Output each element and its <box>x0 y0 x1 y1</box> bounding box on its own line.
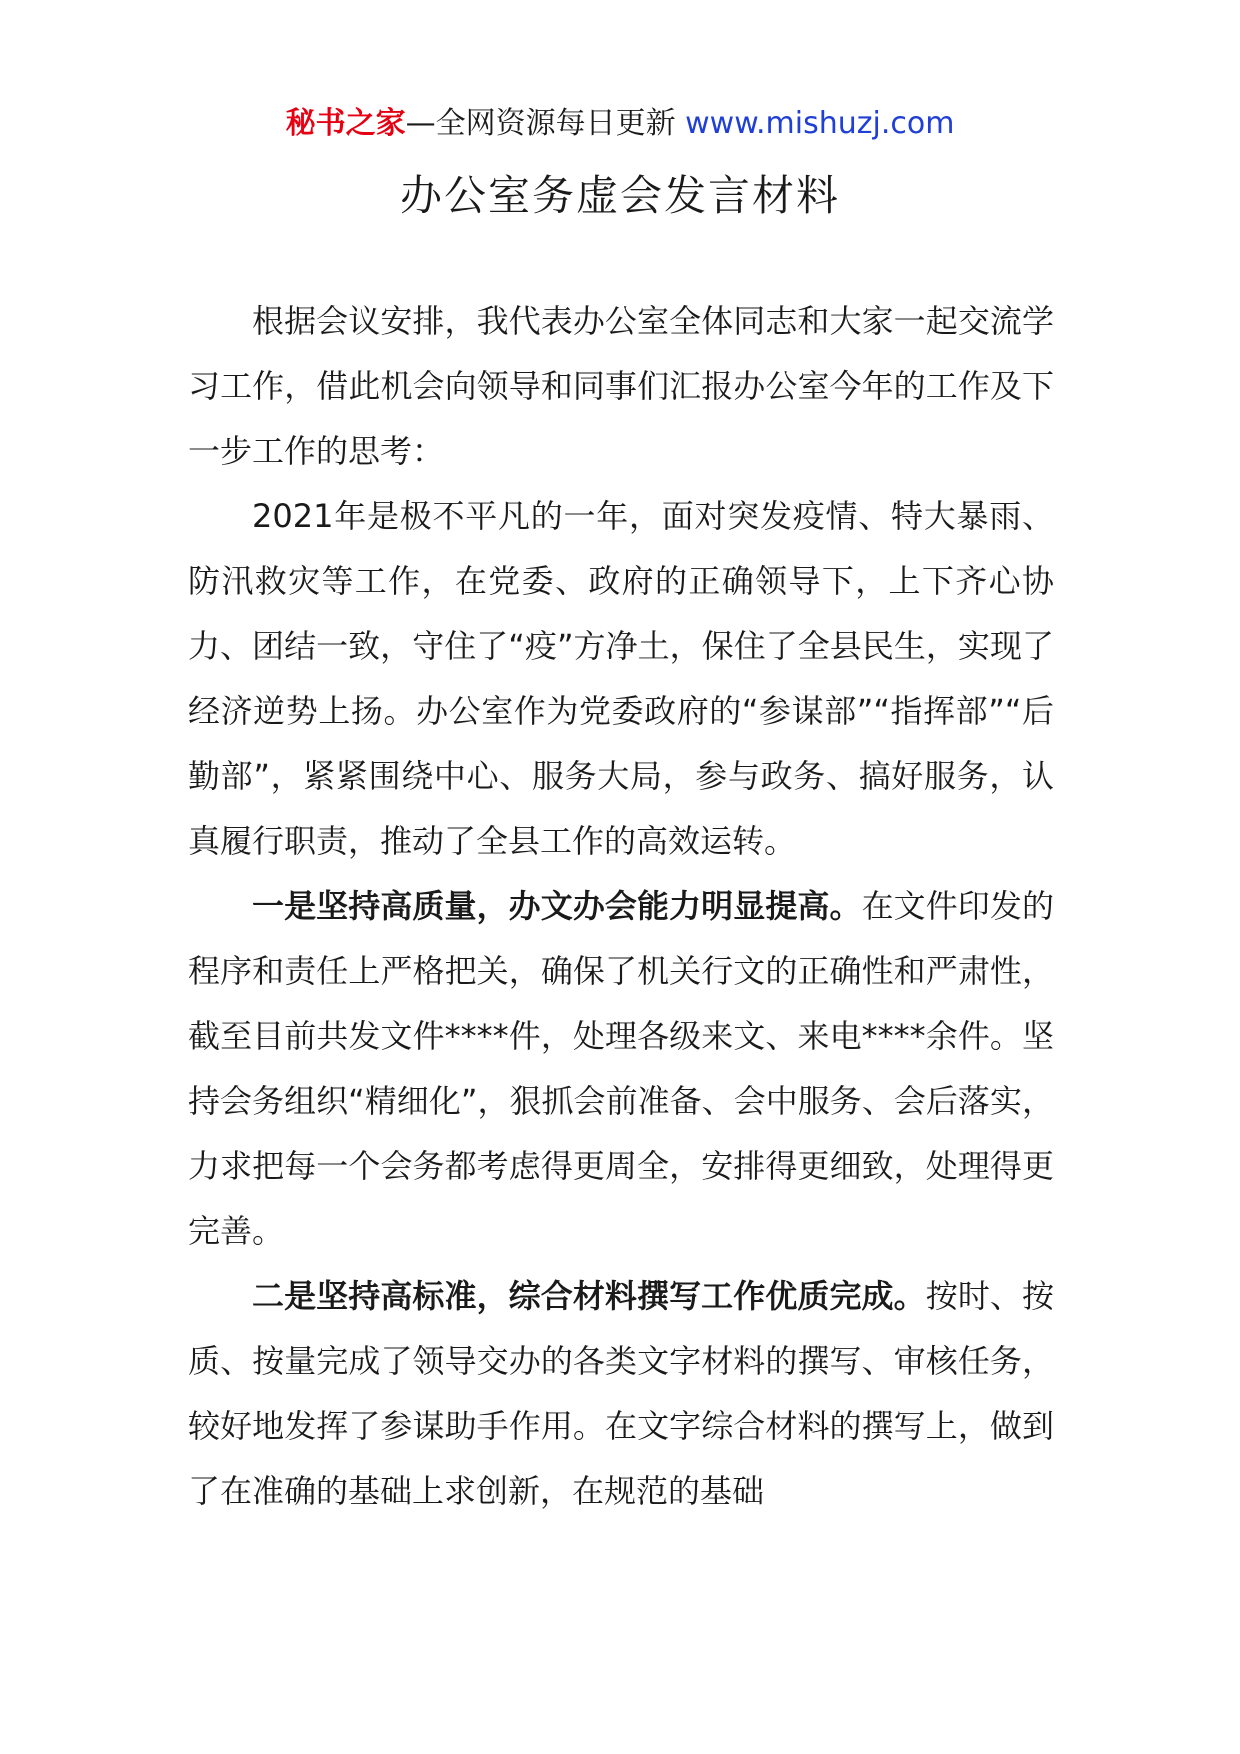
paragraph-text: 根据会议安排，我代表办公室全体同志和大家一起交流学习工作，借此机会向领导和同事们汇报办公室今年的工作及下一步工作的思考： <box>188 302 1054 470</box>
document-title: 办公室务虚会发言材料 <box>399 171 840 220</box>
paragraph-lead: 二是坚持高标准，综合材料撰写工作优质完成。 <box>252 1277 926 1315</box>
brand-name: 秘书之家 <box>285 106 406 141</box>
site-url-link[interactable]: www.mishuzj.com <box>685 106 955 141</box>
paragraph-text: 按时、按质、按量完成了领导交办的各类文字材料的撰写、审核任务，较好地发挥了参谋助手作用。在文字综合材料的撰写上，做到了在准确的基础上求创新，在规范的基础 <box>188 1277 1054 1510</box>
header-banner <box>0 102 1240 146</box>
paragraph-text: 在文件印发的程序和责任上严格把关，确保了机关行文的正确性和严肃性，截至目前共发文件****件，处理各级来文、来电****余件。坚持会务组织“精细化”，狠抓会前准备、会中服务、会后落实，力求把每一个会务都考虑得更周全，安排得更细致，处理得更完善。 <box>188 887 1054 1250</box>
paragraph-text: 2021年是极不平凡的一年，面对突发疫情、特大暴雨、防汛救灾等工作，在党委、政府的正确领导下，上下齐心协力、团结一致，守住了“疫”方净土，保住了全县民生，实现了经济逆势上扬。办公室作为党委政府的“参谋部”“指挥部”“后勤部”，紧紧围绕中心、服务大局，参与政务、搞好服务，认真履行职责，推动了全县工作的高效运转。 <box>188 497 1054 860</box>
slogan-text: —全网资源每日更新 <box>405 106 686 141</box>
document-body <box>188 289 1054 1524</box>
paragraph-lead: 一是坚持高质量，办文办会能力明显提高。 <box>252 887 862 925</box>
paragraph-point-one <box>188 874 1054 1264</box>
paragraph-intro <box>188 289 1054 484</box>
paragraph-review <box>188 484 1054 874</box>
paragraph-point-two <box>188 1264 1054 1524</box>
